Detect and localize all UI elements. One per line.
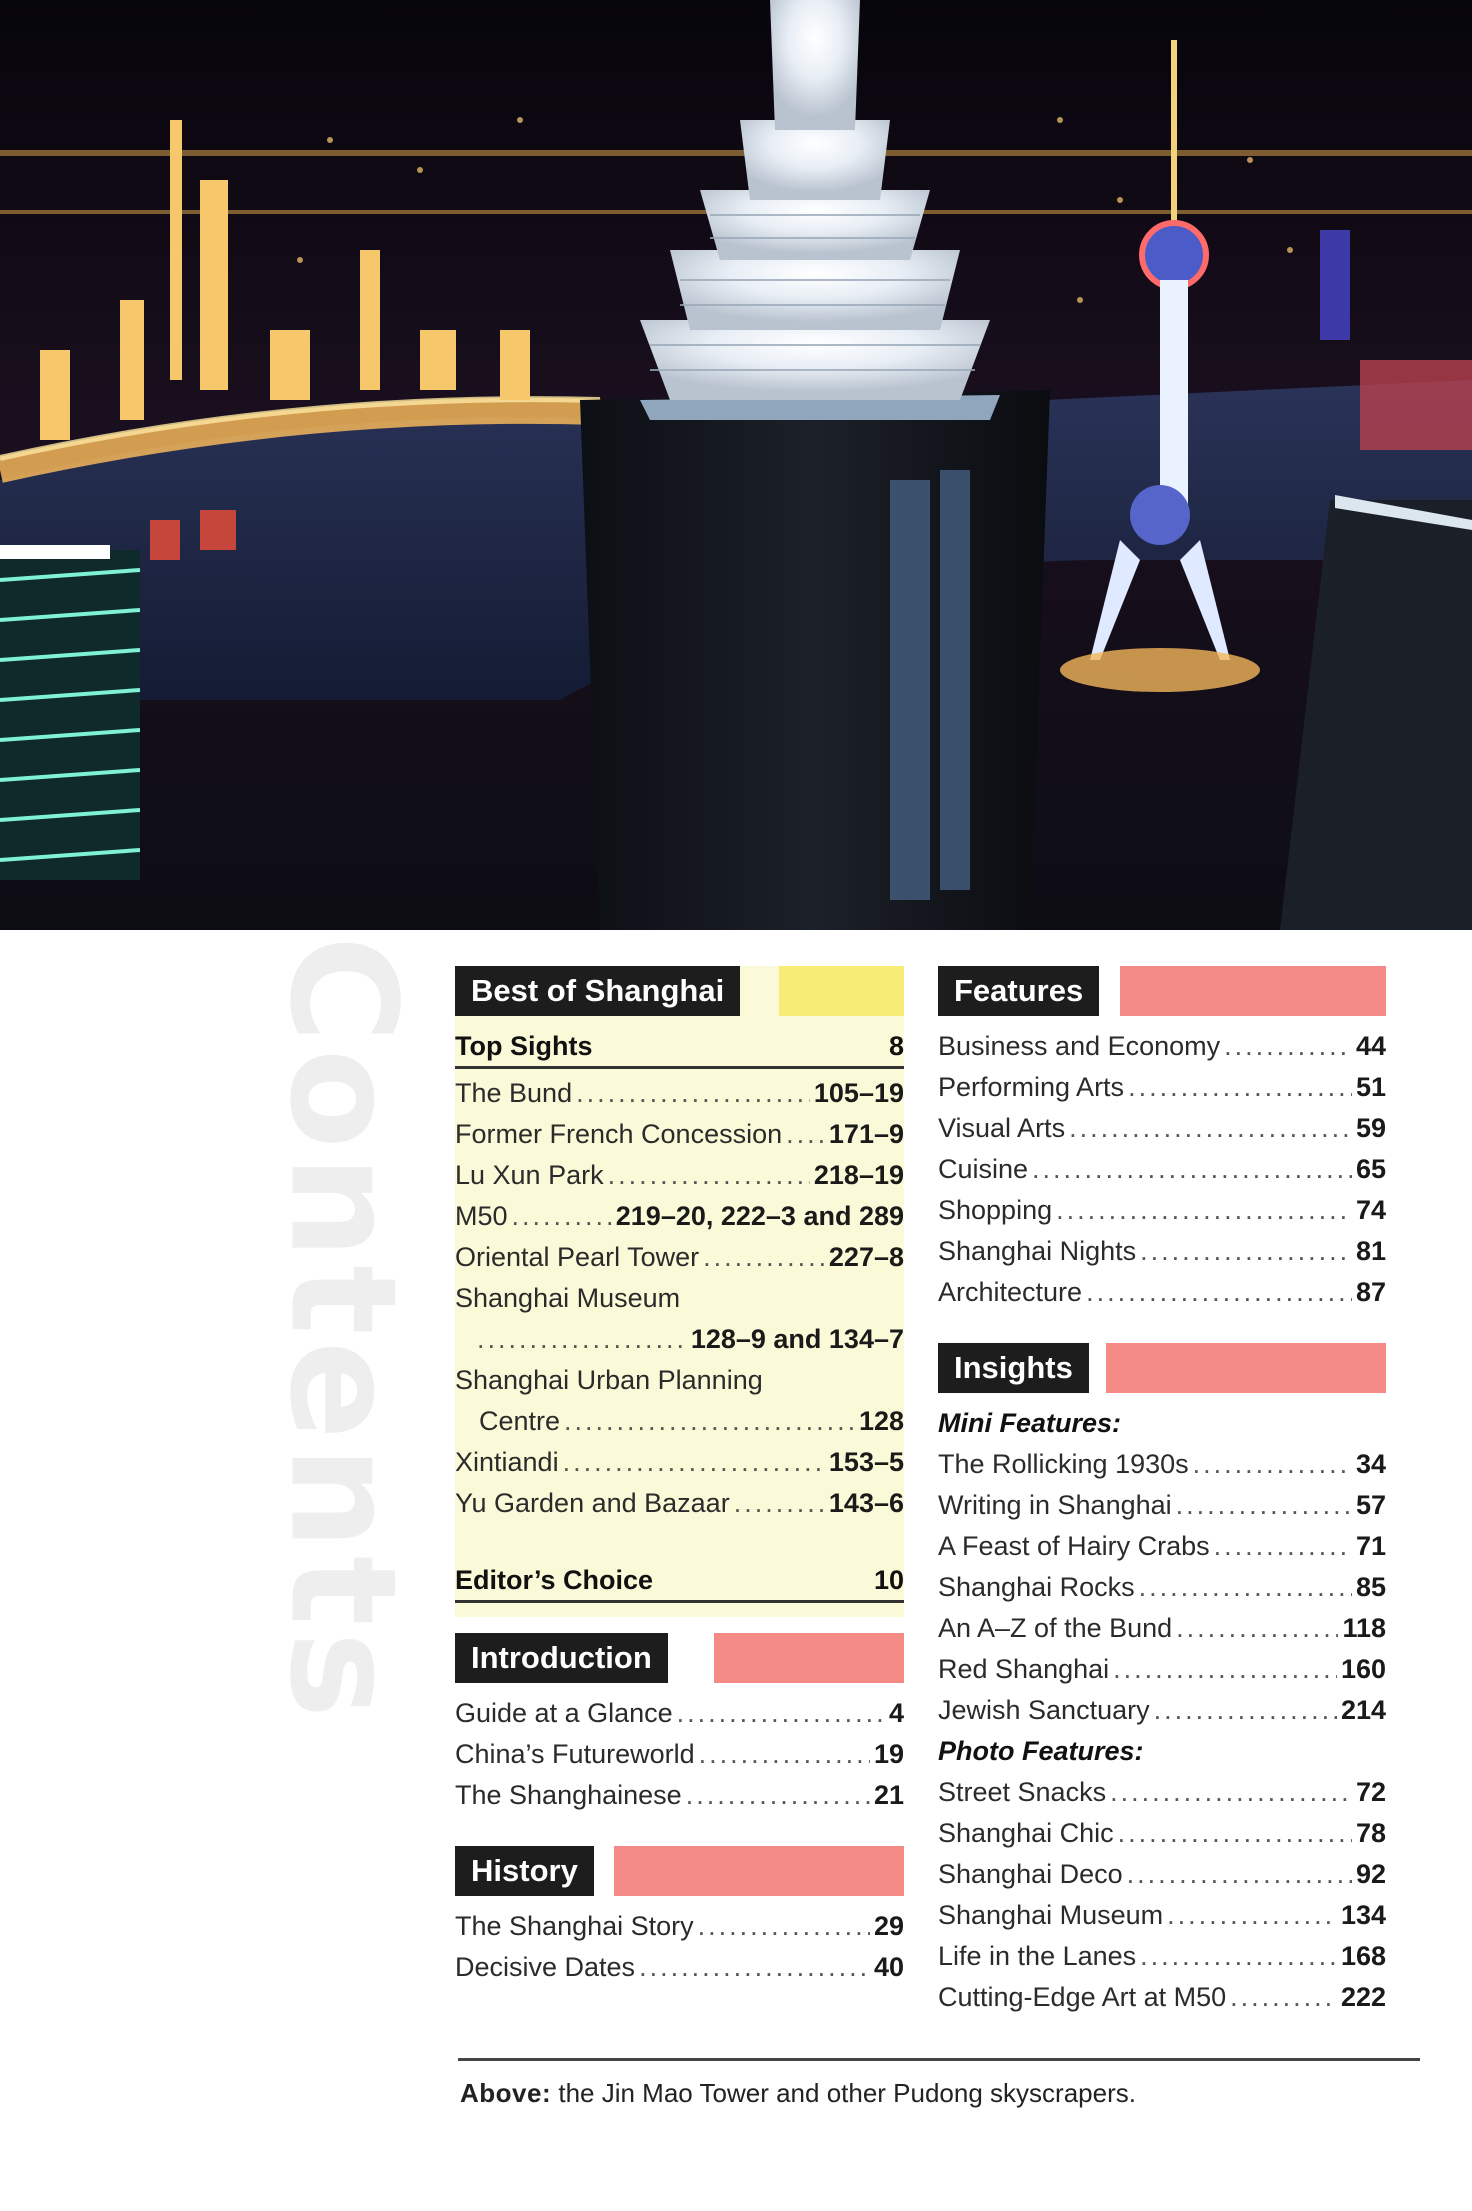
toc-entry-continued[interactable]: Centre ..... 128 xyxy=(455,1401,904,1442)
top-sights-label: Top Sights xyxy=(455,1031,593,1061)
history-header-label: History xyxy=(455,1846,594,1896)
toc-entry[interactable]: Life in the Lanes ..... 168 xyxy=(938,1936,1386,1977)
toc-entry[interactable]: An A–Z of the Bund ..... 118 xyxy=(938,1608,1386,1649)
toc-entry[interactable]: Yu Garden and Bazaar ..... 143–6 xyxy=(455,1483,904,1524)
toc-entry[interactable]: A Feast of Hairy Crabs ..... 71 xyxy=(938,1526,1386,1567)
introduction-header-bar xyxy=(714,1633,904,1683)
toc-entry[interactable]: M50 ..... 219–20, 222–3 and 289 xyxy=(455,1196,904,1237)
toc-entry[interactable]: Former French Concession ..... 171–9 xyxy=(455,1114,904,1155)
toc-entry[interactable]: Oriental Pearl Tower ..... 227–8 xyxy=(455,1237,904,1278)
insights-header-bar xyxy=(1106,1343,1386,1393)
caption-lead: Above: xyxy=(460,2078,552,2108)
toc-entry[interactable]: The Bund ..... 105–19 xyxy=(455,1073,904,1114)
toc-entry[interactable]: Shanghai Museum xyxy=(455,1283,681,1313)
editors-choice-subhead[interactable] xyxy=(455,1560,904,1603)
toc-entry[interactable]: Visual Arts ..... 59 xyxy=(938,1108,1386,1149)
features-header-bar xyxy=(1120,966,1386,1016)
toc-entry[interactable]: Street Snacks ..... 72 xyxy=(938,1772,1386,1813)
toc-entry[interactable]: Architecture ..... 87 xyxy=(938,1272,1386,1313)
contents-side-title xyxy=(257,935,427,1725)
best-of-header-bar xyxy=(779,966,904,1016)
caption-divider xyxy=(458,2058,1420,2061)
side-title-text: Contents xyxy=(257,935,427,1725)
toc-entry[interactable]: Shanghai Museum ..... 134 xyxy=(938,1895,1386,1936)
editors-choice-page: 10 xyxy=(873,1565,904,1595)
insights-header xyxy=(938,1343,1386,1393)
toc-entry-continued[interactable]: ..... 128–9 and 134–7 xyxy=(455,1319,904,1360)
photo-caption xyxy=(460,2078,1136,2109)
toc-entry[interactable]: Shanghai Deco ..... 92 xyxy=(938,1854,1386,1895)
toc-entry[interactable]: Performing Arts ..... 51 xyxy=(938,1067,1386,1108)
toc-entry[interactable]: The Shanghai Story ..... 29 xyxy=(455,1906,904,1947)
top-sights-subhead[interactable] xyxy=(455,1026,904,1069)
toc-entry[interactable]: Lu Xun Park ..... 218–19 xyxy=(455,1155,904,1196)
insights-header-label: Insights xyxy=(938,1343,1089,1393)
toc-entry[interactable]: Shanghai Nights ..... 81 xyxy=(938,1231,1386,1272)
history-header-bar xyxy=(614,1846,904,1896)
toc-entry[interactable]: Shanghai Rocks ..... 85 xyxy=(938,1567,1386,1608)
best-of-header xyxy=(455,966,904,1016)
toc-entry[interactable]: Cutting-Edge Art at M50 ..... 222 xyxy=(938,1977,1386,2018)
top-sights-page: 8 xyxy=(888,1031,904,1061)
toc-entry[interactable]: Shopping ..... 74 xyxy=(938,1190,1386,1231)
mini-features-label: Mini Features: xyxy=(938,1408,1122,1438)
toc-entry[interactable]: Cuisine ..... 65 xyxy=(938,1149,1386,1190)
toc-entry[interactable]: Business and Economy ..... 44 xyxy=(938,1026,1386,1067)
history-header xyxy=(455,1846,904,1896)
features-header xyxy=(938,966,1386,1016)
photo-features-label: Photo Features: xyxy=(938,1736,1144,1766)
toc-entry[interactable]: Shanghai Chic ..... 78 xyxy=(938,1813,1386,1854)
toc-entry[interactable]: The Rollicking 1930s ..... 34 xyxy=(938,1444,1386,1485)
introduction-header-label: Introduction xyxy=(455,1633,668,1683)
toc-entry[interactable]: Xintiandi ..... 153–5 xyxy=(455,1442,904,1483)
introduction-header xyxy=(455,1633,904,1683)
caption-text: the Jin Mao Tower and other Pudong skyscrapers. xyxy=(551,2078,1136,2108)
left-column xyxy=(455,966,904,1988)
cover-photo xyxy=(0,0,1472,930)
editors-choice-label: Editor’s Choice xyxy=(455,1565,654,1595)
toc-entry[interactable]: Jewish Sanctuary ..... 214 xyxy=(938,1690,1386,1731)
toc-entry[interactable]: The Shanghainese ..... 21 xyxy=(455,1775,904,1816)
toc-entry[interactable]: Decisive Dates ..... 40 xyxy=(455,1947,904,1988)
features-header-label: Features xyxy=(938,966,1099,1016)
best-of-panel xyxy=(455,966,904,1617)
toc-entry[interactable]: Guide at a Glance ..... 4 xyxy=(455,1693,904,1734)
toc-entry[interactable]: Shanghai Urban Planning xyxy=(455,1365,763,1395)
toc-entry[interactable]: China’s Futureworld ..... 19 xyxy=(455,1734,904,1775)
toc-entry[interactable]: Writing in Shanghai ..... 57 xyxy=(938,1485,1386,1526)
right-column xyxy=(938,966,1386,2018)
toc-entry[interactable]: Red Shanghai ..... 160 xyxy=(938,1649,1386,1690)
best-of-header-label: Best of Shanghai xyxy=(455,966,740,1016)
